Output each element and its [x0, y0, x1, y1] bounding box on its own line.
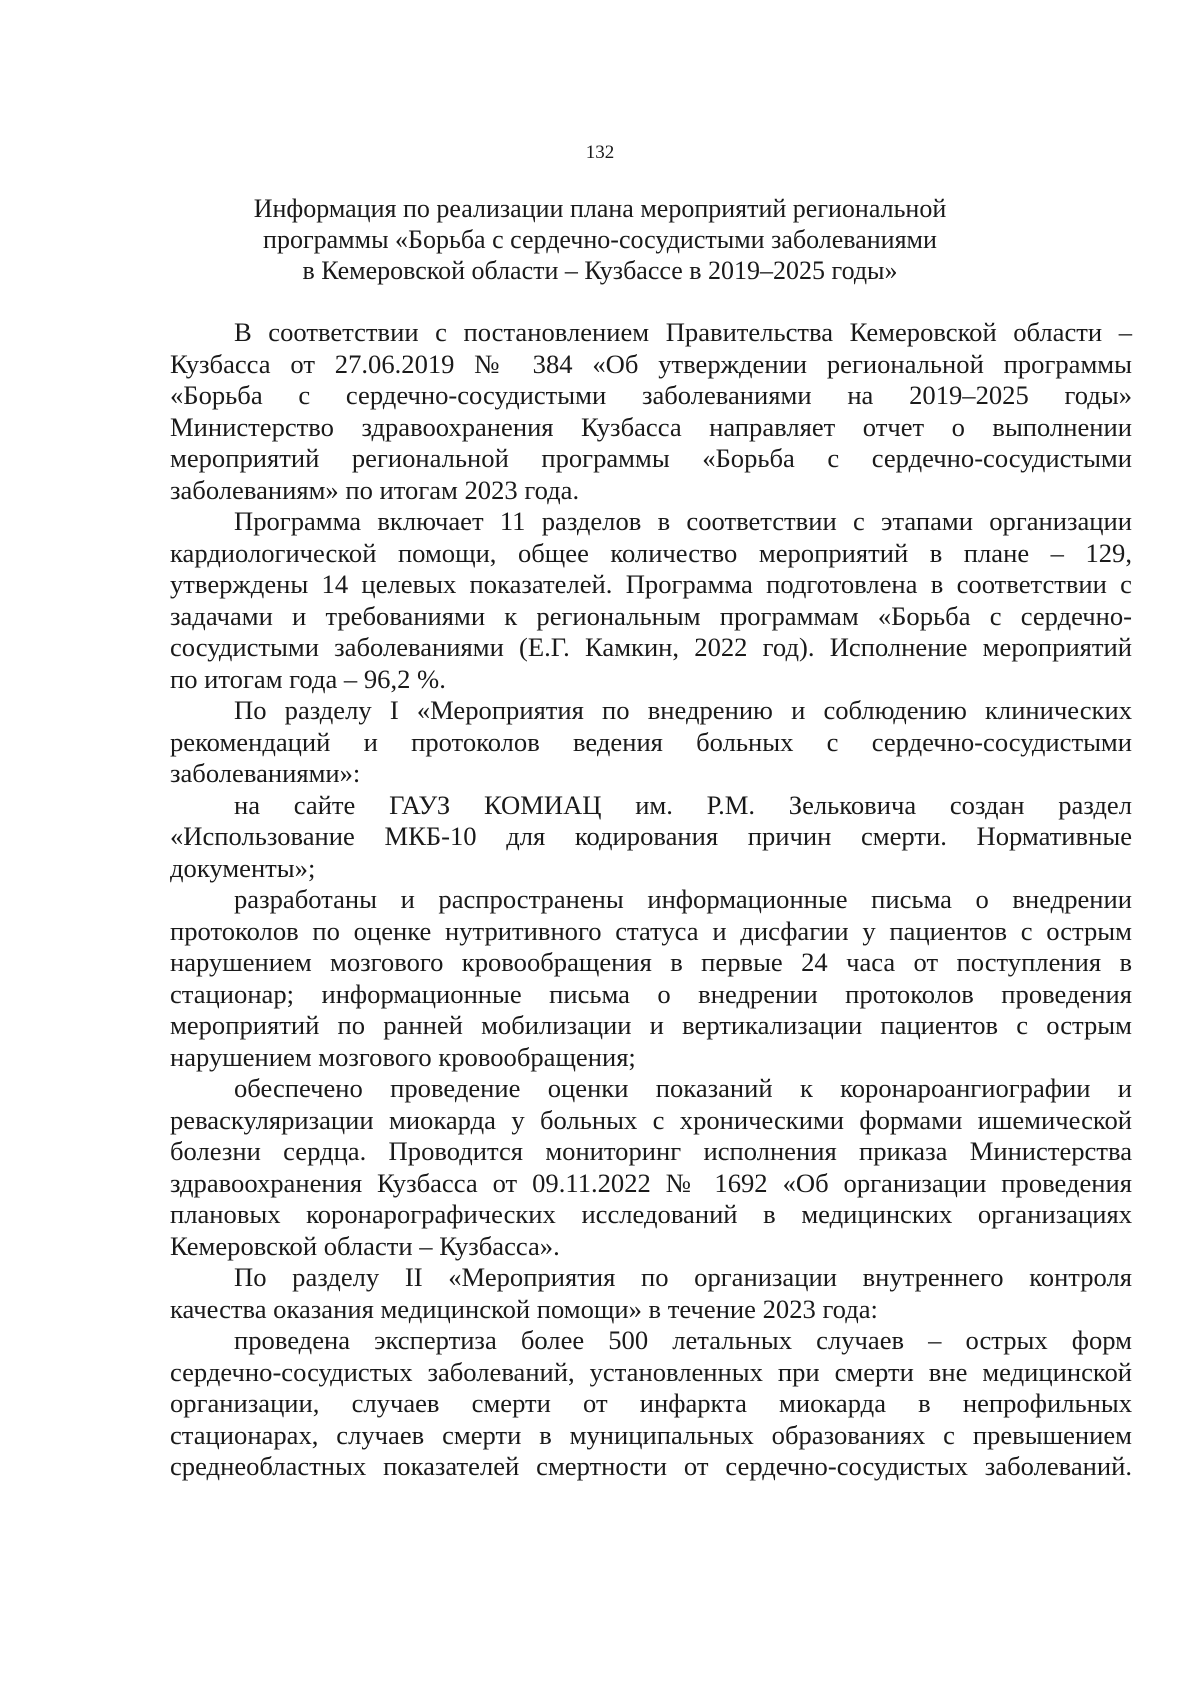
body-line: документы»; [170, 852, 316, 883]
body-line: среднеобластных показателей смертности от сердечно-сосудистых заболеваний. [170, 1451, 1132, 1481]
body-line: сосудистыми заболеваниями (Е.Г. Камкин, 2022 год). Исполнение мероприятий [170, 632, 1132, 662]
body-line: стационар; информационные письма о внедрении протоколов проведения [170, 978, 1132, 1009]
body-line: Программа включает 11 разделов в соответствии с этапами организации [234, 506, 1132, 536]
document-body [170, 317, 1132, 1483]
title-line: Информация по реализации плана мероприятий региональной [253, 194, 947, 223]
body-line: по итогам года – 96,2 %. [170, 663, 446, 694]
page-number: 132 [585, 142, 615, 163]
body-line: реваскуляризации миокарда у больных с хроническими формами ишемической [170, 1104, 1132, 1135]
body-line: заболеваниями»: [170, 758, 361, 788]
body-line: плановых коронарографических исследований в медицинских организациях [170, 1199, 1132, 1229]
body-line: здравоохранения Кузбасса от 09.11.2022 № 1692 «Об организации проведения [170, 1167, 1132, 1198]
body-line: протоколов по оценке нутритивного статуса и дисфагии у пациентов с острым [170, 915, 1132, 946]
body-line: разработаны и распространены информационные письма о внедрении [234, 884, 1132, 914]
document-title [150, 193, 1050, 286]
body-line: «Использование МКБ-10 для кодирования причин смерти. Нормативные [170, 821, 1132, 851]
body-line: Министерство здравоохранения Кузбасса направляет отчет о выполнении [170, 411, 1132, 442]
body-line: сердечно-сосудистых заболеваний, установленных при смерти вне медицинской [170, 1356, 1132, 1387]
body-line: задачами и требованиями к региональным программам «Борьба с сердечно- [170, 600, 1132, 631]
body-line: рекомендаций и протоколов ведения больных с сердечно-сосудистыми [170, 726, 1132, 757]
body-line: утверждены 14 целевых показателей. Программа подготовлена в соответствии с [170, 569, 1132, 599]
body-line: «Борьба с сердечно-сосудистыми заболеваниями на 2019–2025 годы» [170, 380, 1132, 410]
body-line: Кемеровской области – Кузбасса». [170, 1230, 560, 1261]
body-line: мероприятий региональной программы «Борьба с сердечно-сосудистыми [170, 443, 1132, 473]
body-line: В соответствии с постановлением Правительства Кемеровской области – [234, 317, 1132, 347]
body-line: кардиологической помощи, общее количество мероприятий в плане – 129, [170, 537, 1132, 568]
body-line: стационарах, случаев смерти в муниципальных образованиях с превышением [170, 1419, 1132, 1450]
body-line: качества оказания медицинской помощи» в течение 2023 года: [170, 1293, 878, 1324]
body-line: нарушением мозгового кровообращения в первые 24 часа от поступления в [170, 947, 1132, 977]
body-line: организации, случаев смерти от инфаркта миокарда в непрофильных [170, 1388, 1132, 1418]
body-line: Кузбасса от 27.06.2019 № 384 «Об утверждении региональной программы [170, 348, 1132, 379]
body-line: заболеваниям» по итогам 2023 года. [170, 474, 580, 505]
body-line: мероприятий по ранней мобилизации и вертикализации пациентов с острым [170, 1010, 1132, 1040]
body-line: По разделу II «Мероприятия по организации внутреннего контроля [234, 1262, 1132, 1292]
body-line: обеспечено проведение оценки показаний к коронароангиографии и [234, 1073, 1132, 1103]
body-line: проведена экспертиза более 500 летальных случаев – острых форм [234, 1325, 1132, 1355]
title-line: программы «Борьба с сердечно-сосудистыми заболеваниями [263, 225, 937, 254]
title-line: в Кемеровской области – Кузбассе в 2019–2025 годы» [302, 256, 898, 285]
body-line: на сайте ГАУЗ КОМИАЦ им. Р.М. Зельковича создан раздел [234, 789, 1132, 820]
body-line: По разделу I «Мероприятия по внедрению и соблюдению клинических [234, 695, 1132, 725]
body-line: нарушением мозгового кровообращения; [170, 1041, 636, 1072]
body-line: болезни сердца. Проводится мониторинг исполнения приказа Министерства [170, 1136, 1132, 1166]
